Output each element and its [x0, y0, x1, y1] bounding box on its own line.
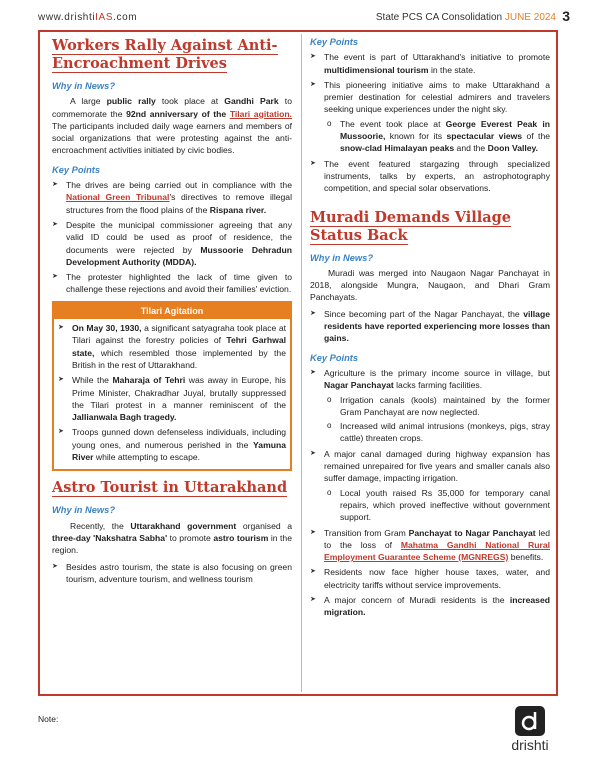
list-item: ➤ Residents now face higher house taxes, water, and electricity tariffs without service improvements. — [310, 566, 550, 591]
list-item: ➤ Transition from Gram Panchayat to Nagar Panchayat led to the loss of Mahatma Gandhi National Rural Employment Guarantee Scheme (MGNREGS) benefits. — [310, 527, 550, 564]
section-title-muradi: Muradi Demands Village Status Back — [310, 208, 512, 244]
note-label: Note: — [38, 714, 59, 724]
drishti-logo-icon — [515, 706, 545, 736]
why-in-news-heading: Why in News? — [52, 81, 116, 91]
list-item: ➤ The protester highlighted the lack of time given to challenge these rejections and avoid their families' eviction. — [52, 271, 292, 296]
list-item: ➤ This pioneering initiative aims to make Uttarakhand a premier destination for celestial admirers and travelers seeking unique experiences under the night sky. o The event took place at George Everest Peak in Mussoorie, known for its spectacular views of the snow-clad Himalayan peaks and the Doon Valley. — [310, 79, 550, 155]
drishti-logo — [507, 706, 553, 753]
list-item: ➤ Since becoming part of the Nagar Panchayat, the village residents have reported experiencing more losses than gains. — [310, 308, 550, 345]
key-points-list — [52, 179, 292, 296]
box-title: Tilari Agitation — [54, 303, 290, 319]
key-points-heading: Key Points — [52, 164, 101, 175]
list-item: ➤ While the Maharaja of Tehri was away in Europe, his Prime Minister, Chakradhar Juyal, brutally suppressed the Tilari protest in a manner reminiscent of the Jallianwala Bagh tragedy. — [58, 374, 286, 423]
ngt-link[interactable]: National Green Tribunal — [66, 192, 170, 203]
paragraph: A large public rally took place at Gandhi Park to commemorate the 92nd anniversary of the Tilari agitation. The participants included daily wage earners and members of social organizations that were protesting against the anti-encroachment activities initiated by civic bodies. — [52, 96, 292, 156]
list-item: ➤ Troops gunned down defenseless individuals, including young ones, and numerous perished in the Yamuna River while attempting to escape. — [58, 426, 286, 463]
header-title: State PCS CA Consolidation JUNE 2024 — [375, 12, 556, 23]
list-item: ➤ The event featured stargazing through specialized instruments, talks by experts, an astrophotography competition, and special solar observations. — [310, 158, 550, 195]
tilari-agitation-box — [52, 301, 292, 472]
list-item: ➤ The drives are being carried out in compliance with the National Green Tribunal's directives to remove illegal structures from the flood plains of the Rispana river. — [52, 179, 292, 216]
list-item: ➤ Agriculture is the primary income source in village, but Nagar Panchayat lacks farming facilities. o Irrigation canals (kools) maintained by the former Gram Panchayat are now neglected. o Increased wild animal intrusions (monkeys, pigs, stray cattle) threaten crops. — [310, 367, 550, 445]
sub-list-item: o Increased wild animal intrusions (monkeys, pigs, stray cattle) threaten crops. — [324, 420, 550, 445]
why-in-news-heading: Why in News? — [310, 252, 374, 263]
left-column — [52, 33, 292, 588]
sub-list-item: o The event took place at George Everest Peak in Mussoorie, known for its spectacular views of the snow-clad Himalayan peaks and the Doon Valley. — [324, 118, 550, 155]
section-title-workers-rally: Workers Rally Against Anti-Encroachment Drives — [52, 37, 278, 72]
key-points-heading: Key Points — [310, 352, 359, 363]
mgnregs-link[interactable]: Mahatma Gandhi National Rural Employment Guarantee Scheme (MGNREGS) — [324, 539, 550, 563]
why-in-news-heading: Why in News? — [52, 505, 116, 516]
sub-list-item: o Irrigation canals (kools) maintained by the former Gram Panchayat are now neglected. — [324, 394, 550, 419]
list-item: ➤ A major concern of Muradi residents is the increased migration. — [310, 594, 550, 619]
list-item: ➤ The event is part of Uttarakhand's initiative to promote multidimensional tourism in the state. — [310, 51, 550, 76]
column-divider — [301, 34, 302, 692]
page-number: 3 — [562, 8, 570, 24]
list-item: ➤ On May 30, 1930, a significant satyagraha took place at Tilari against the forestry policies of Tehri Garhwal state, which resembled those implemented by the British in the rest of Uttarakhand. — [58, 322, 286, 371]
drishti-logo-text: drishti — [511, 737, 549, 753]
sub-list-item: o Local youth raised Rs 35,000 for temporary canal repairs, which proved ineffective without government support. — [324, 487, 550, 524]
paragraph: Recently, the Uttarakhand government organised a three-day 'Nakshatra Sabha' to promote astro tourism in the region. — [52, 520, 293, 556]
list-item: ➤ A major canal damaged during highway expansion has remained unrepaired for five years and smaller canals also suffer damage, impacting irrigation. o Local youth raised Rs 35,000 for temporary canal repairs, which proved ineffective without government support. — [310, 448, 550, 524]
paragraph: Muradi was merged into Naugaon Nagar Panchayat in 2018, alongside Mungra, Naugaon, and Dhari Gram Panchayats. — [310, 267, 550, 303]
list-item: ➤ Despite the municipal commissioner agreeing that any valid ID could be used as proof of residence, the documents were rejected by Mussoorie Dehradun Development Authority (MDDA). — [52, 219, 292, 268]
section-title-astro-tourist: Astro Tourist in Uttarakhand — [52, 479, 288, 497]
tilari-agitation-link[interactable]: Tilari agitation. — [229, 108, 292, 119]
right-column — [310, 33, 550, 622]
page-header — [38, 8, 570, 28]
site-url[interactable]: www.drishtiIAS.com — [38, 12, 138, 23]
list-item: ➤ Besides astro tourism, the state is also focusing on green tourism, adventure tourism, and wellness tourism — [52, 561, 292, 586]
key-points-heading: Key Points — [310, 37, 359, 47]
